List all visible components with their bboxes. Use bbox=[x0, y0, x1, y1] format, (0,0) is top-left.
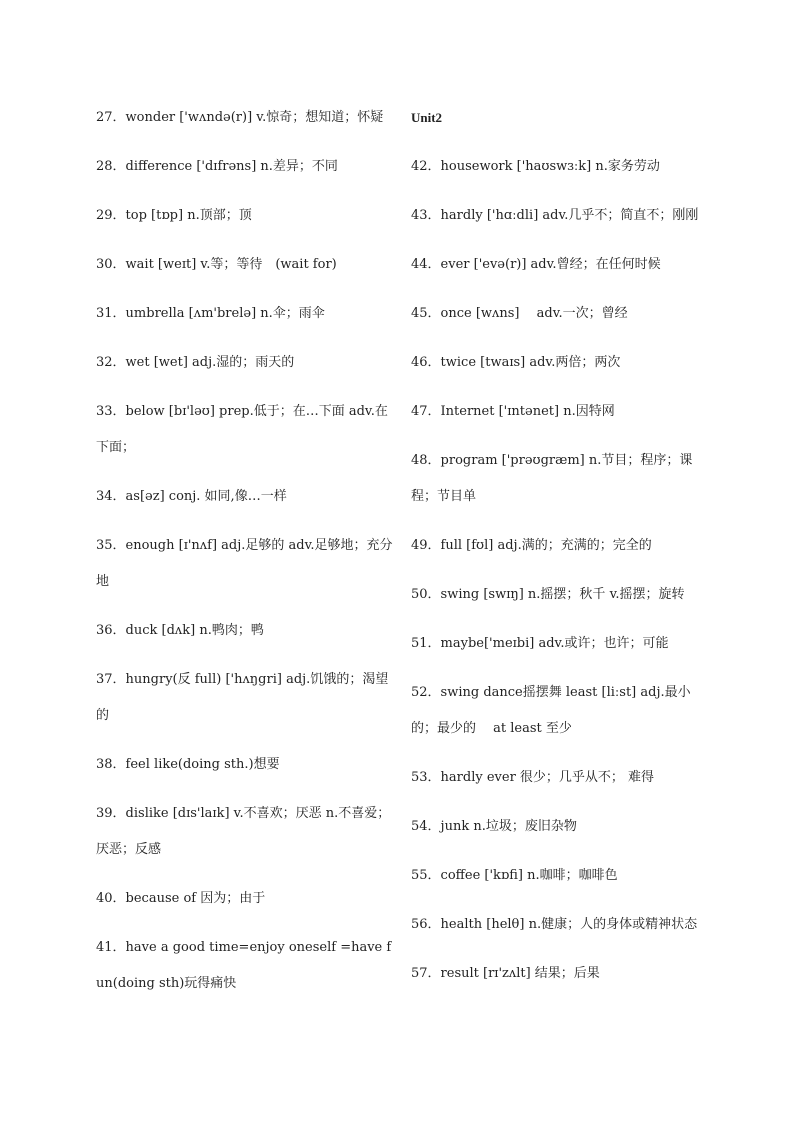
vocab-entry: 55．coffee ['kɒfi] n.咖啡；咖啡色 bbox=[411, 868, 618, 883]
vocab-entry: 35．enough [ɪ'nʌf] adj.足够的 adv.足够地；充分地 bbox=[96, 538, 393, 589]
vocab-entry: 32．wet [wet] adj.湿的；雨天的 bbox=[96, 355, 295, 370]
vocab-entry: 39．dislike [dɪs'laɪk] v.不喜欢；厌恶 n.不喜爱；厌恶；反感 bbox=[96, 806, 391, 857]
vocab-entry: 29．top [tɒp] n.顶部；顶 bbox=[96, 208, 252, 223]
vocab-entry: 45．once [wʌns] adv.一次；曾经 bbox=[411, 306, 628, 321]
vocab-entry: 33．below [bɪ'ləʊ] prep.低于；在…下面 adv.在下面； bbox=[96, 404, 388, 455]
vocab-entry: 47．Internet ['ɪntənet] n.因特网 bbox=[411, 404, 615, 419]
right-column bbox=[411, 100, 711, 1005]
vocab-entry: 34．as[əz] conj. 如同,像…一样 bbox=[96, 489, 287, 504]
vocab-entry: 40．because of 因为；由于 bbox=[96, 891, 266, 906]
left-column bbox=[96, 100, 396, 1015]
vocab-entry: 41．have a good time=enjoy oneself =have fun(doing sth)玩得痛快 bbox=[96, 940, 392, 991]
vocab-entry: 38．feel like(doing sth.)想要 bbox=[96, 757, 280, 772]
vocab-entry: 44．ever ['evə(r)] adv.曾经；在任何时候 bbox=[411, 257, 661, 272]
vocab-entry: 54．junk n.垃圾；废旧杂物 bbox=[411, 819, 577, 834]
vocab-entry: 48．program ['prəʊgræm] n.节目；程序；课程；节目单 bbox=[411, 453, 693, 504]
vocab-entry: 30．wait [weɪt] v.等；等待 (wait for) bbox=[96, 257, 337, 272]
vocab-entry: 42．housework ['haʊswɜːk] n.家务劳动 bbox=[411, 159, 660, 174]
vocab-entry: 51．maybe['meɪbi] adv.或许；也许；可能 bbox=[411, 636, 669, 651]
vocab-entry: 53．hardly ever 很少；几乎从不； 难得 bbox=[411, 770, 655, 785]
vocab-entry: 57．result [rɪ'zʌlt] 结果；后果 bbox=[411, 966, 600, 981]
vocab-entry: 43．hardly ['hɑːdli] adv.几乎不；简直不；刚刚 bbox=[411, 208, 699, 223]
vocab-entry: 27．wonder ['wʌndə(r)] v.惊奇；想知道；怀疑 bbox=[96, 110, 384, 125]
vocab-entry: 50．swing [swɪŋ] n.摇摆；秋千 v.摇摆；旋转 bbox=[411, 587, 685, 602]
vocab-entry: 37．hungry(反 full) ['hʌŋgri] adj.饥饿的；渴望的 bbox=[96, 672, 389, 723]
vocab-entry: 49．full [fʊl] adj.满的；充满的；完全的 bbox=[411, 538, 652, 553]
vocab-entry: 56．health [helθ] n.健康；人的身体或精神状态 bbox=[411, 917, 698, 932]
unit-heading: Unit2 bbox=[411, 110, 443, 125]
vocab-entry: 52．swing dance摇摆舞 least [liːst] adj.最小的；最少的 at least 至少 bbox=[411, 685, 691, 736]
vocab-entry: 28．difference ['dɪfrəns] n.差异；不同 bbox=[96, 159, 338, 174]
vocab-entry: 46．twice [twaɪs] adv.两倍；两次 bbox=[411, 355, 621, 370]
vocab-entry: 36．duck [dʌk] n.鸭肉；鸭 bbox=[96, 623, 264, 638]
vocab-entry: 31．umbrella [ʌm'brelə] n.伞；雨伞 bbox=[96, 306, 325, 321]
